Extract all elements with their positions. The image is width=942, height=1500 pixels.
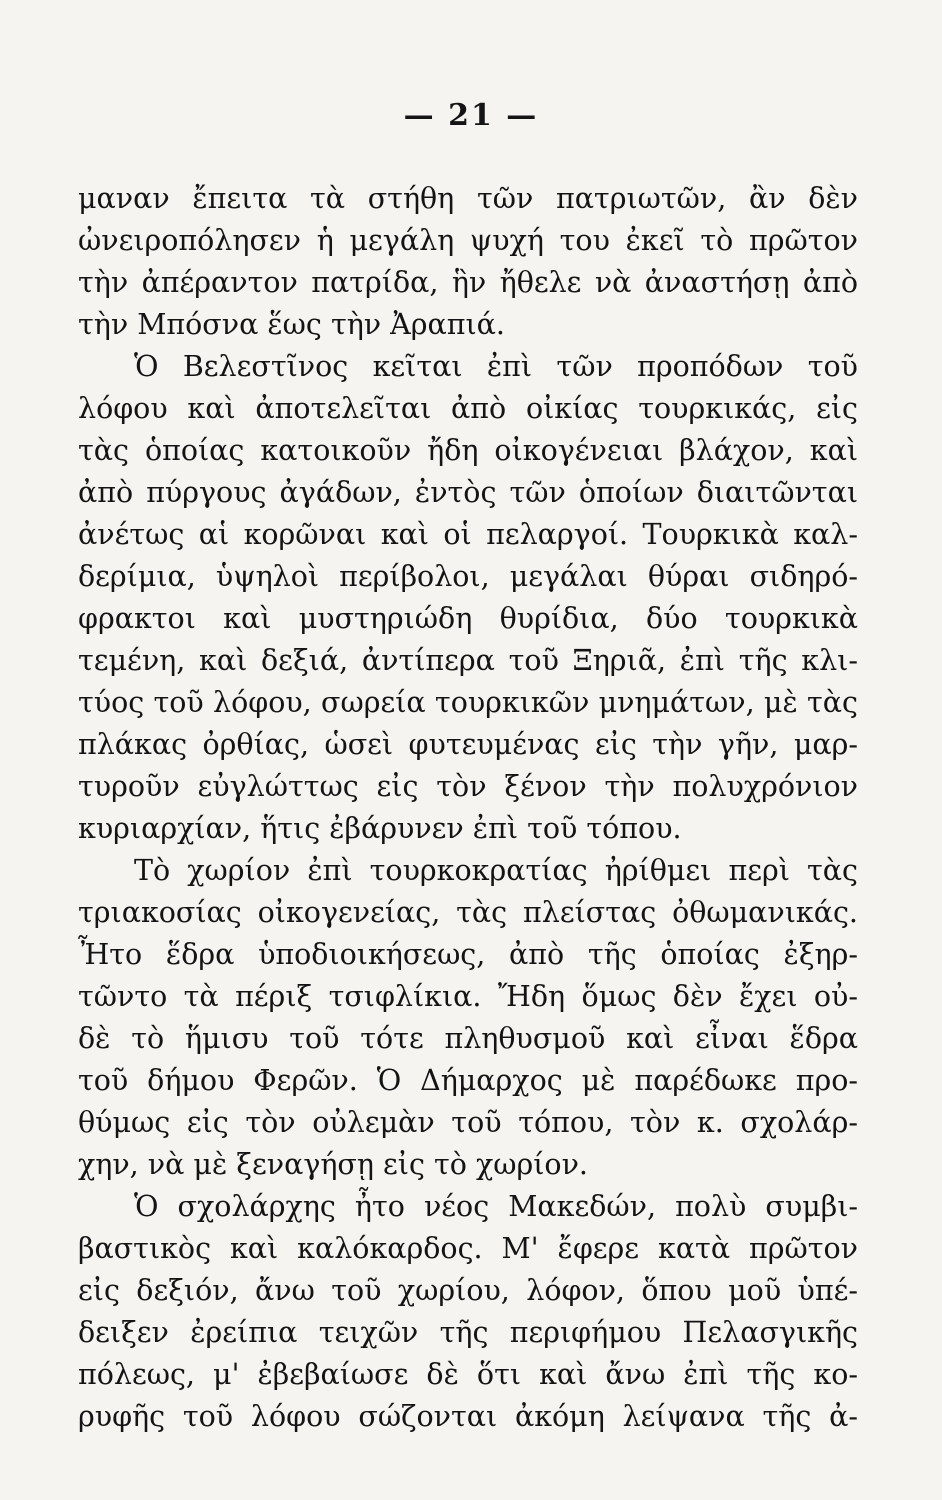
body-text <box>78 178 858 1438</box>
text-line: ἀνέτως αἱ κορῶναι καὶ οἱ πελαργοί. Τουρκικὰ καλ- <box>78 518 858 551</box>
text-line: ὠνειροπόλησεν ἡ μεγάλη ψυχή του ἐκεῖ τὸ πρῶτον <box>78 224 858 257</box>
text-line: φρακτοι καὶ μυστηριώδη θυρίδια, δύο τουρκικὰ <box>78 602 858 635</box>
text-line: τῶντο τὰ πέριξ τσιφλίκια. Ἤδη ὅμως δὲν ἔχει οὐ- <box>78 980 858 1013</box>
text-line: ρυφῆς τοῦ λόφου σώζονται ἀκόμη λείψανα τῆς ἀ- <box>78 1400 858 1433</box>
text-line: εἰς δεξιόν, ἄνω τοῦ χωρίου, λόφον, ὅπου μοῦ ὑπέ- <box>78 1274 858 1307</box>
text-line: τὰς ὁποίας κατοικοῦν ἤδη οἰκογένειαι βλάχον, καὶ <box>78 434 858 467</box>
text-line: βαστικὸς καὶ καλόκαρδος. Μ' ἔφερε κατὰ πρῶτον <box>78 1232 858 1265</box>
text-line: Ἦτο ἕδρα ὑποδιοικήσεως, ἀπὸ τῆς ὁποίας ἐξηρ- <box>78 938 858 971</box>
text-line: δειξεν ἐρείπια τειχῶν τῆς περιφήμου Πελασγικῆς <box>78 1316 858 1349</box>
text-line: ἀπὸ πύργους ἀγάδων, ἐντὸς τῶν ὁποίων διαιτῶνται <box>78 476 858 509</box>
text-line: πλάκας ὀρθίας, ὡσεὶ φυτευμένας εἰς τὴν γῆν, μαρ- <box>78 728 858 761</box>
text-line: πόλεως, μ' ἐβεβαίωσε δὲ ὅτι καὶ ἄνω ἐπὶ τῆς κο- <box>78 1358 858 1391</box>
text-line: λόφου καὶ ἀποτελεῖται ἀπὸ οἰκίας τουρκικάς, εἰς <box>78 392 858 425</box>
text-line: τύος τοῦ λόφου, σωρεία τουρκικῶν μνημάτων, μὲ τὰς <box>78 686 858 719</box>
text-line: τὴν Μπόσνα ἕως τὴν Ἀραπιά. <box>78 308 505 341</box>
text-line: μαναν ἔπειτα τὰ στήθη τῶν πατριωτῶν, ἂν δὲν <box>78 182 858 215</box>
text-line: δὲ τὸ ἥμισυ τοῦ τότε πληθυσμοῦ καὶ εἶναι ἕδρα <box>78 1022 858 1055</box>
text-line: τριακοσίας οἰκογενείας, τὰς πλείστας ὀθωμανικάς. <box>78 896 858 929</box>
text-line: χην, νὰ μὲ ξεναγήσῃ εἰς τὸ χωρίον. <box>78 1148 588 1181</box>
text-line: θύμως εἰς τὸν οὐλεμὰν τοῦ τόπου, τὸν κ. σχολάρ- <box>78 1106 858 1139</box>
text-line: Ὁ Βελεστῖνος κεῖται ἐπὶ τῶν προπόδων τοῦ <box>134 350 858 383</box>
text-line: τοῦ δήμου Φερῶν. Ὁ Δήμαρχος μὲ παρέδωκε προ- <box>78 1064 858 1097</box>
text-line: Τὸ χωρίον ἐπὶ τουρκοκρατίας ἠρίθμει περὶ τὰς <box>134 854 858 887</box>
text-line: τὴν ἀπέραντον πατρίδα, ἣν ἤθελε νὰ ἀναστήσῃ ἀπὸ <box>78 266 858 299</box>
text-line: τεμένη, καὶ δεξιά, ἀντίπερα τοῦ Ξηριᾶ, ἐπὶ τῆς κλι- <box>78 644 858 677</box>
text-line: τυροῦν εὐγλώττως εἰς τὸν ξένον τὴν πολυχρόνιον <box>78 770 858 803</box>
page-number: — 21 — <box>403 98 539 133</box>
text-line: κυριαρχίαν, ἥτις ἐβάρυνεν ἐπὶ τοῦ τόπου. <box>78 812 682 845</box>
text-line: δερίμια, ὑψηλοὶ περίβολοι, μεγάλαι θύραι σιδηρό- <box>78 560 858 593</box>
text-line: Ὁ σχολάρχης ἦτο νέος Μακεδών, πολὺ συμβι- <box>134 1190 858 1223</box>
